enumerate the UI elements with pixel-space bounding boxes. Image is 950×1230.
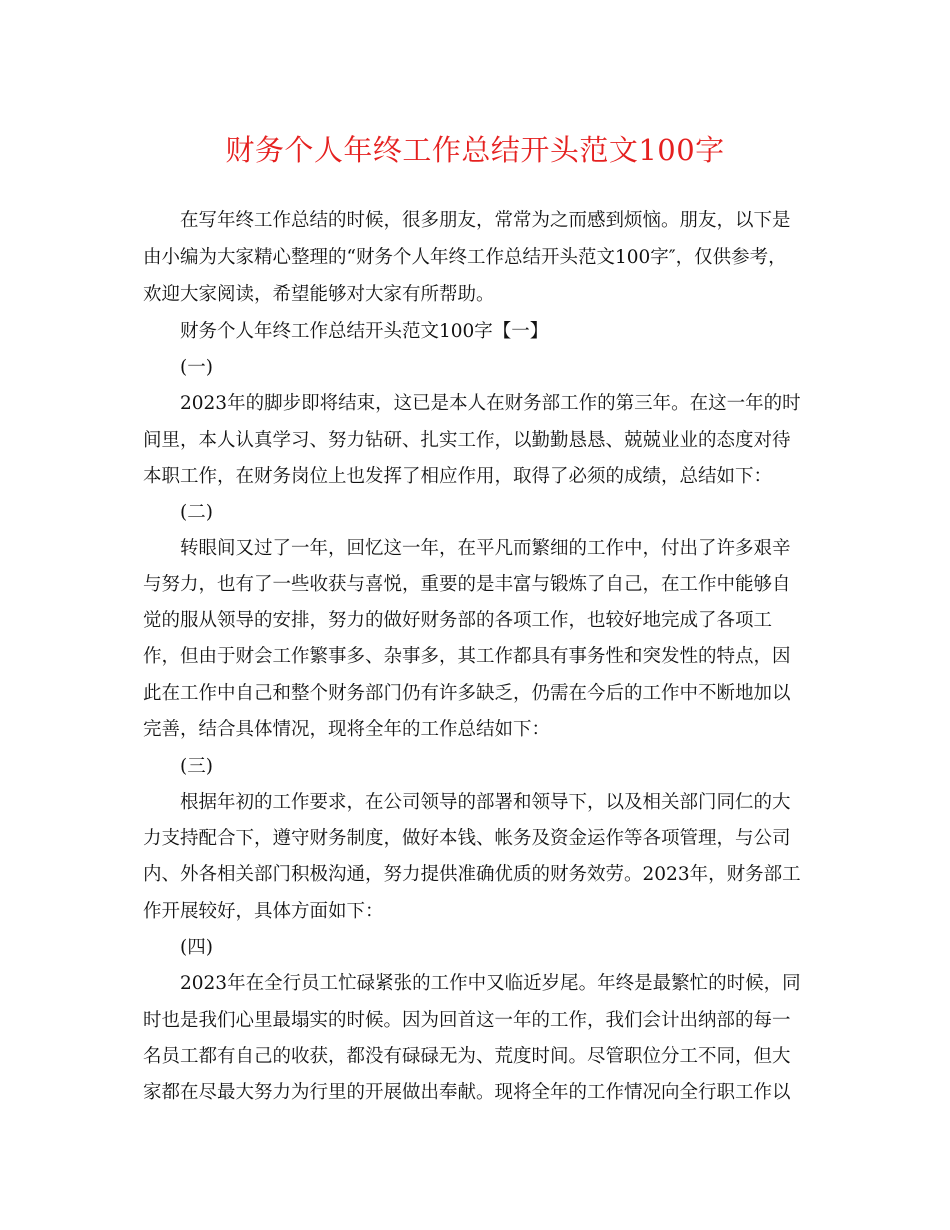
section-heading: 财务个人年终工作总结开头范文100字【一】 xyxy=(180,321,549,342)
paragraph-line: 根据年初的工作要求，在公司领导的部署和领导下，以及相关部门同仁的大 xyxy=(180,792,791,813)
paragraph-line: 家都在尽最大努力为行里的开展做出奉献。现将全年的工作情况向全行职工作以 xyxy=(143,1082,791,1103)
paragraph-line: 在写年终工作总结的时候，很多朋友，常常为之而感到烦恼。朋友，以下是 xyxy=(180,210,791,231)
paragraph-line: 完善，结合具体情况，现将全年的工作总结如下： xyxy=(143,719,551,740)
paragraph-line: 时也是我们心里最塌实的时候。因为回首这一年的工作，我们会计出纳部的每一 xyxy=(143,1010,791,1031)
paragraph-line: 由小编为大家精心整理的“财务个人年终工作总结开头范文100字″，仅供参考， xyxy=(143,247,787,268)
paragraph-line: 2023年的脚步即将结束，这已是本人在财务部工作的第三年。在这一年的时 xyxy=(180,393,801,414)
paragraph-line: 转眼间又过了一年，回忆这一年，在平凡而繁细的工作中，付出了许多艰辛 xyxy=(180,538,791,559)
paragraph-line: 内、外各相关部门积极沟通，努力提供准确优质的财务效劳。2023年，财务部工 xyxy=(143,864,801,885)
section-number: (四) xyxy=(180,937,213,958)
paragraph-line: 欢迎大家阅读，希望能够对大家有所帮助。 xyxy=(143,284,495,305)
paragraph-line: 作开展较好，具体方面如下： xyxy=(143,901,384,922)
paragraph-line: 觉的服从领导的安排，努力的做好财务部的各项工作，也较好地完成了各项工 xyxy=(143,610,773,631)
document-title: 财务个人年终工作总结开头范文100字 xyxy=(225,133,725,167)
paragraph-line: 2023年在全行员工忙碌紧张的工作中又临近岁尾。年终是最繁忙的时候，同 xyxy=(180,973,801,994)
section-number: (二) xyxy=(180,502,213,523)
paragraph-line: 此在工作中自己和整个财务部门仍有许多缺乏，仍需在今后的工作中不断地加以 xyxy=(143,683,791,704)
paragraph-line: 本职工作，在财务岗位上也发挥了相应作用，取得了必须的成绩，总结如下： xyxy=(143,466,773,487)
paragraph-line: 名员工都有自己的收获，都没有碌碌无为、荒度时间。尽管职位分工不同，但大 xyxy=(143,1046,791,1067)
paragraph-line: 作，但由于财会工作繁事多、杂事多，其工作都具有事务性和突发性的特点，因 xyxy=(143,646,791,667)
paragraph-line: 力支持配合下，遵守财务制度，做好本钱、帐务及资金运作等各项管理，与公司 xyxy=(143,828,791,849)
section-number: (一) xyxy=(180,357,213,378)
section-number: (三) xyxy=(180,756,213,777)
paragraph-line: 间里，本人认真学习、努力钻研、扎实工作，以勤勤恳恳、兢兢业业的态度对待 xyxy=(143,430,791,451)
paragraph-line: 与努力，也有了一些收获与喜悦，重要的是丰富与锻炼了自己，在工作中能够自 xyxy=(143,574,791,595)
